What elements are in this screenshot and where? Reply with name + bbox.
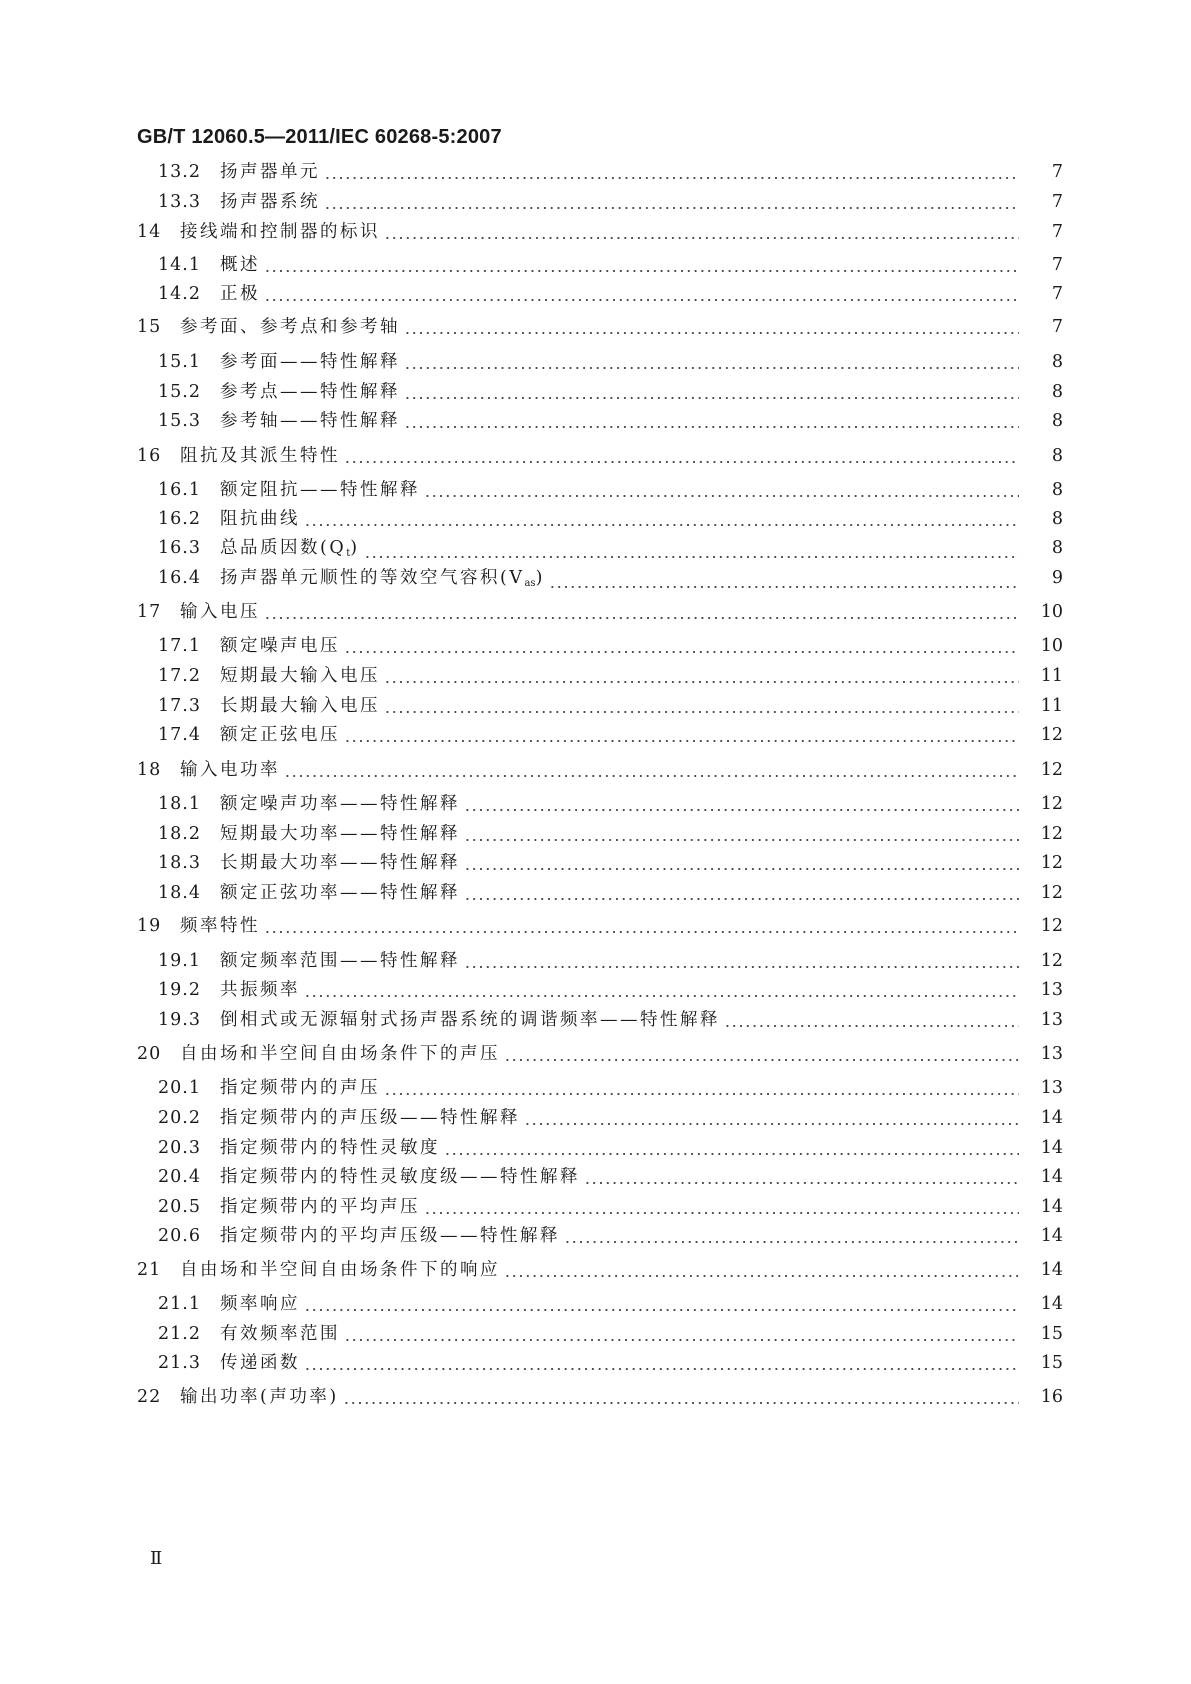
toc-entry-page: 14: [1040, 1167, 1063, 1187]
toc-entry-title: 指定频带内的平均声压级——特性解释: [220, 1226, 560, 1246]
toc-entry[interactable]: [0, 189, 1191, 215]
dot-leader: [464, 868, 1019, 870]
toc-entry[interactable]: [0, 281, 1191, 307]
dot-leader: [384, 237, 1019, 239]
toc-entry-page: 12: [1040, 853, 1063, 873]
toc-entry-title: 总品质因数$(Q_t)$: [220, 538, 360, 559]
toc-entry-title: 输入电功率: [180, 760, 280, 780]
dot-leader: [464, 966, 1019, 968]
toc-entry[interactable]: [0, 948, 1191, 974]
toc-entry-title: 额定正弦功率——特性解释: [220, 883, 460, 903]
toc-entry[interactable]: [0, 159, 1191, 185]
toc-entry-page: 16: [1040, 1387, 1063, 1407]
toc-entry-page: 8: [1051, 480, 1063, 500]
toc-entry-number: 20.5: [158, 1197, 201, 1217]
toc-entry-number: 18: [137, 760, 162, 780]
toc-entry-number: 15.2: [158, 382, 201, 402]
toc-entry-number: 22: [137, 1387, 162, 1407]
toc-entry-number: 18.3: [158, 853, 201, 873]
toc-entry-title: 自由场和半空间自由场条件下的声压: [180, 1044, 500, 1064]
dot-leader: [284, 775, 1019, 777]
toc-entry-number: 21.3: [158, 1353, 201, 1373]
toc-entry-page: 8: [1051, 509, 1063, 529]
toc-entry-number: 19.2: [158, 980, 201, 1000]
toc-entry[interactable]: [0, 850, 1191, 876]
toc-entry-page: 8: [1051, 411, 1063, 431]
toc-entry[interactable]: [0, 1194, 1191, 1220]
toc-entry[interactable]: [0, 663, 1191, 689]
toc-entry-page: 12: [1040, 794, 1063, 814]
toc-entry-title: 频率响应: [220, 1294, 300, 1314]
dot-leader: [424, 1212, 1019, 1214]
toc-entry-number: 15: [137, 317, 162, 337]
toc-entry-title: 参考轴——特性解释: [220, 411, 400, 431]
toc-entry[interactable]: [0, 252, 1191, 278]
toc-entry-title: 扬声器单元顺性的等效空气容积$(V_{as})$: [220, 568, 545, 589]
dot-leader: [504, 1059, 1019, 1061]
toc-entry-page: 13: [1040, 980, 1063, 1000]
dot-leader: [304, 524, 1019, 526]
toc-entry-page: 7: [1051, 317, 1063, 337]
dot-leader: [304, 1368, 1019, 1370]
toc-entry-number: 15.3: [158, 411, 201, 431]
dot-leader: [384, 681, 1019, 683]
page-number-footer: Ⅱ: [150, 1548, 163, 1568]
dot-leader: [444, 1153, 1019, 1155]
toc-entry-subscript: as: [524, 578, 536, 589]
toc-entry-title: 指定频带内的特性灵敏度级——特性解释: [220, 1167, 580, 1187]
dot-leader: [384, 1093, 1019, 1095]
toc-entry-number: 20.3: [158, 1138, 201, 1158]
toc-entry-title: 倒相式或无源辐射式扬声器系统的调谐频率——特性解释: [220, 1010, 720, 1030]
toc-entry[interactable]: [0, 913, 1191, 939]
toc-entry[interactable]: [0, 757, 1191, 783]
toc-entry-number: 20.6: [158, 1226, 201, 1246]
standard-header: GB/T 12060.5—2011/IEC 60268-5:2007: [137, 126, 502, 148]
toc-entry-number: 17.3: [158, 696, 201, 716]
toc-entry[interactable]: [0, 693, 1191, 719]
toc-entry-number: 15.1: [158, 352, 201, 372]
toc-entry[interactable]: [0, 1105, 1191, 1131]
toc-entry-number: 18.1: [158, 794, 201, 814]
toc-entry-number: 19: [137, 916, 162, 936]
dot-leader: [344, 651, 1019, 653]
dot-leader: [264, 617, 1019, 619]
toc-entry[interactable]: [0, 379, 1191, 405]
toc-entry-title: 频率特性: [180, 916, 260, 936]
dot-leader: [304, 995, 1019, 997]
toc-entry-title: 额定阻抗——特性解释: [220, 480, 420, 500]
toc-entry-title: 短期最大输入电压: [220, 666, 380, 686]
toc-entry-number: 18.4: [158, 883, 201, 903]
toc-entry[interactable]: [0, 821, 1191, 847]
dot-leader: [404, 367, 1019, 369]
toc-entry-subscript: t: [346, 548, 351, 559]
toc-entry-page: 9: [1051, 568, 1063, 588]
toc-entry[interactable]: [0, 1041, 1191, 1067]
toc-entry-page: 7: [1051, 255, 1063, 275]
toc-entry[interactable]: [0, 1257, 1191, 1283]
dot-leader: [364, 556, 1019, 558]
toc-entry-page: 7: [1051, 162, 1063, 182]
toc-entry[interactable]: [0, 1164, 1191, 1190]
toc-entry[interactable]: [0, 506, 1191, 532]
toc-entry[interactable]: [0, 565, 1191, 591]
toc-entry-page: 14: [1040, 1108, 1063, 1128]
toc-entry-title: 额定正弦电压: [220, 725, 340, 745]
toc-entry-title: 参考点——特性解释: [220, 382, 400, 402]
toc-entry-title: 短期最大功率——特性解释: [220, 824, 460, 844]
toc-entry-page: 14: [1040, 1226, 1063, 1246]
toc-entry-number: 16.2: [158, 509, 201, 529]
toc-entry[interactable]: [0, 1321, 1191, 1347]
toc-entry-title: 指定频带内的声压: [220, 1078, 380, 1098]
toc-entry-number: 14: [137, 222, 162, 242]
toc-entry-page: 12: [1040, 883, 1063, 903]
toc-entry-title: 有效频率范围: [220, 1324, 340, 1344]
dot-leader: [504, 1275, 1019, 1277]
dot-leader: [404, 397, 1019, 399]
dot-leader: [724, 1025, 1019, 1027]
dot-leader: [424, 495, 1019, 497]
toc-entry-page: 15: [1040, 1324, 1063, 1344]
toc-entry-page: 12: [1040, 951, 1063, 971]
toc-entry-number: 16.4: [158, 568, 201, 588]
toc-entry[interactable]: [0, 1350, 1191, 1376]
dot-leader: [564, 1241, 1019, 1243]
dot-leader: [324, 207, 1019, 209]
toc-entry-number: 13.2: [158, 162, 201, 182]
toc-entry-title: 额定噪声功率——特性解释: [220, 794, 460, 814]
toc-entry-page: 13: [1040, 1078, 1063, 1098]
toc-entry-page: 13: [1040, 1010, 1063, 1030]
toc-entry-number: 13.3: [158, 192, 201, 212]
toc-entry-number: 18.2: [158, 824, 201, 844]
toc-entry-page: 10: [1040, 636, 1063, 656]
toc-entry-title: 共振频率: [220, 980, 300, 1000]
toc-entry-page: 7: [1051, 222, 1063, 242]
dot-leader: [264, 270, 1019, 272]
toc-entry-title: 长期最大输入电压: [220, 696, 380, 716]
toc-entry-title: 指定频带内的声压级——特性解释: [220, 1108, 520, 1128]
toc-entry-number: 20.1: [158, 1078, 201, 1098]
toc-entry-page: 13: [1040, 1044, 1063, 1064]
toc-entry-page: 10: [1040, 602, 1063, 622]
dot-leader: [343, 1402, 1019, 1404]
toc-entry-title: 指定频带内的平均声压: [220, 1197, 420, 1217]
dot-leader: [404, 426, 1019, 428]
toc-entry-number: 20: [137, 1044, 162, 1064]
toc-entry-number: 21.1: [158, 1294, 201, 1314]
toc-entry[interactable]: [0, 349, 1191, 375]
toc-entry-page: 8: [1051, 538, 1063, 558]
toc-entry-title: 长期最大功率——特性解释: [220, 853, 460, 873]
toc-entry-title: 正极: [220, 284, 260, 304]
toc-entry[interactable]: [0, 1007, 1191, 1033]
toc-entry-title: 概述: [220, 255, 260, 275]
toc-entry-page: 11: [1040, 666, 1063, 686]
toc-entry-number: 16: [137, 446, 162, 466]
toc-entry[interactable]: [0, 977, 1191, 1003]
toc-entry[interactable]: [0, 599, 1191, 625]
dot-leader: [464, 898, 1019, 900]
dot-leader: [264, 931, 1019, 933]
toc-entry-page: 14: [1040, 1294, 1063, 1314]
toc-entry-page: 12: [1040, 824, 1063, 844]
toc-entry-page: 12: [1040, 916, 1063, 936]
dot-leader: [264, 299, 1019, 301]
toc-entry-title: 扬声器单元: [220, 162, 320, 182]
toc-entry-title: 阻抗曲线: [220, 509, 300, 529]
toc-entry-number: 17.2: [158, 666, 201, 686]
toc-entry-number: 17.4: [158, 725, 201, 745]
toc-entry-title: 扬声器系统: [220, 192, 320, 212]
toc-entry[interactable]: [0, 880, 1191, 906]
toc-entry[interactable]: [0, 477, 1191, 503]
toc-entry-title: 传递函数: [220, 1353, 300, 1373]
toc-entry-page: 12: [1040, 725, 1063, 745]
toc-entry[interactable]: [0, 408, 1191, 434]
toc-entry-page: 15: [1040, 1353, 1063, 1373]
toc-entry-page: 7: [1051, 192, 1063, 212]
toc-entry-title: 输入电压: [180, 602, 260, 622]
toc-entry-number: 19.1: [158, 951, 201, 971]
toc-entry[interactable]: [0, 535, 1191, 561]
toc-entry[interactable]: [0, 1384, 1191, 1410]
dot-leader: [344, 740, 1019, 742]
toc-entry[interactable]: [0, 219, 1191, 245]
toc-entry-page: 11: [1040, 696, 1063, 716]
toc-entry-number: 21.2: [158, 1324, 201, 1344]
toc-entry[interactable]: [0, 1075, 1191, 1101]
dot-leader: [464, 809, 1019, 811]
toc-entry-page: 14: [1040, 1197, 1063, 1217]
toc-entry[interactable]: [0, 633, 1191, 659]
dot-leader: [384, 711, 1019, 713]
toc-entry-page: 7: [1051, 284, 1063, 304]
toc-entry-number: 16.1: [158, 480, 201, 500]
toc-entry[interactable]: [0, 722, 1191, 748]
toc-entry-page: 8: [1051, 352, 1063, 372]
toc-entry-title: 指定频带内的特性灵敏度: [220, 1138, 440, 1158]
toc-entry-page: 8: [1051, 446, 1063, 466]
toc-entry-number: 14.2: [158, 284, 201, 304]
toc-entry[interactable]: [0, 314, 1191, 340]
dot-leader: [524, 1123, 1019, 1125]
toc-entry-title: 输出功率(声功率): [180, 1387, 339, 1407]
toc-entry[interactable]: [0, 1291, 1191, 1317]
toc-entry[interactable]: [0, 791, 1191, 817]
dot-leader: [344, 461, 1019, 463]
toc-entry[interactable]: [0, 443, 1191, 469]
toc-entry-page: 12: [1040, 760, 1063, 780]
toc-entry[interactable]: [0, 1135, 1191, 1161]
dot-leader: [344, 1339, 1019, 1341]
toc-entry-number: 17.1: [158, 636, 201, 656]
toc-entry-title: 自由场和半空间自由场条件下的响应: [180, 1260, 500, 1280]
dot-leader: [304, 1309, 1019, 1311]
toc-entry-title: 参考面——特性解释: [220, 352, 400, 372]
toc-entry-number: 20.4: [158, 1167, 201, 1187]
dot-leader: [464, 839, 1019, 841]
toc-entry[interactable]: [0, 1223, 1191, 1249]
toc-entry-number: 17: [137, 602, 162, 622]
toc-entry-title: 额定噪声电压: [220, 636, 340, 656]
dot-leader: [324, 177, 1019, 179]
toc-entry-page: 8: [1051, 382, 1063, 402]
toc-entry-title: 参考面、参考点和参考轴: [180, 317, 400, 337]
toc-entry-number: 19.3: [158, 1010, 201, 1030]
toc-entry-number: 21: [137, 1260, 162, 1280]
toc-entry-title: 额定频率范围——特性解释: [220, 951, 460, 971]
dot-leader: [404, 332, 1019, 334]
toc-entry-title: 接线端和控制器的标识: [180, 222, 380, 242]
dot-leader: [549, 586, 1019, 588]
toc-entry-title: 阻抗及其派生特性: [180, 446, 340, 466]
dot-leader: [584, 1182, 1019, 1184]
toc-entry-number: 14.1: [158, 255, 201, 275]
toc-entry-number: 16.3: [158, 538, 201, 558]
toc-entry-number: 20.2: [158, 1108, 201, 1128]
toc-entry-page: 14: [1040, 1260, 1063, 1280]
toc-entry-page: 14: [1040, 1138, 1063, 1158]
